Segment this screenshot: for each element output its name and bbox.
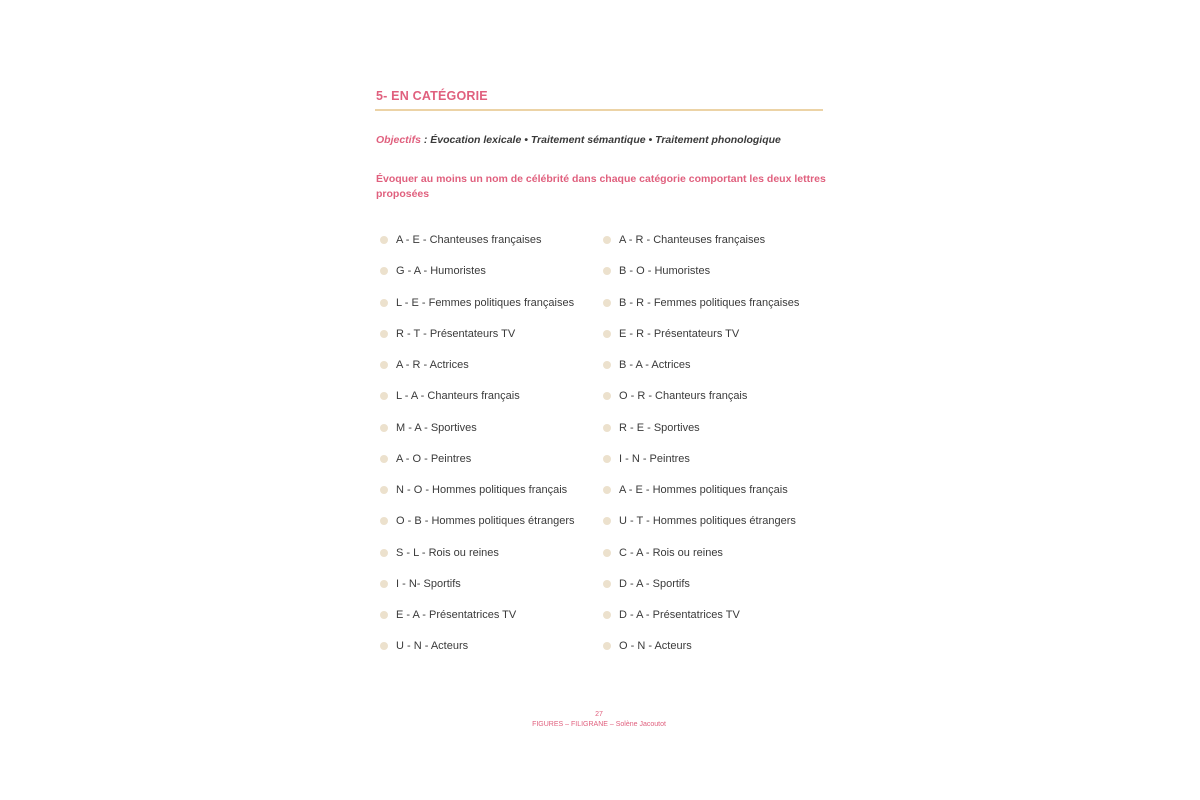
bullet-icon xyxy=(380,486,388,494)
bullet-icon xyxy=(380,361,388,369)
objectives-label: Objectifs xyxy=(376,134,421,146)
list-item xyxy=(603,358,799,389)
bullet-icon xyxy=(603,611,611,619)
bullet-icon xyxy=(603,330,611,338)
section-title: 5- EN CATÉGORIE xyxy=(376,89,488,103)
list-item-text: A - E - Chanteuses françaises xyxy=(396,234,542,246)
list-item-text: G - A - Humoristes xyxy=(396,265,486,278)
bullet-icon xyxy=(380,392,388,400)
list-item-text: O - R - Chanteurs français xyxy=(619,390,748,403)
instruction-text: Évoquer au moins un nom de célébrité dans chaque catégorie comportant les deux lettres proposées xyxy=(376,173,826,200)
list-item xyxy=(603,264,799,295)
page-number: 27 xyxy=(595,711,603,718)
list-item-text: A - O - Peintres xyxy=(396,452,472,465)
list-item-text: E - R - Présentateurs TV xyxy=(619,327,740,340)
bullet-icon xyxy=(603,361,611,369)
list-item-text: A - R - Chanteuses françaises xyxy=(619,234,766,246)
list-item xyxy=(380,421,575,452)
list-item-text: U - T - Hommes politiques étrangers xyxy=(619,515,796,528)
bullet-icon xyxy=(603,236,611,244)
bullet-icon xyxy=(380,642,388,650)
objectives-text: : Évocation lexicale • Traitement sémantique • Traitement phonologique xyxy=(420,134,781,146)
list-item xyxy=(380,233,575,264)
list-item xyxy=(380,327,575,358)
list-item xyxy=(380,452,575,483)
bullet-icon xyxy=(603,517,611,525)
list-item xyxy=(380,639,575,670)
bullet-icon xyxy=(380,267,388,275)
category-list-right xyxy=(603,233,799,671)
objectives-line xyxy=(376,134,781,146)
bullet-icon xyxy=(380,580,388,588)
list-item xyxy=(380,389,575,420)
list-item-text: B - A - Actrices xyxy=(619,359,691,371)
bullet-icon xyxy=(603,642,611,650)
list-item xyxy=(603,389,799,420)
bullet-icon xyxy=(380,517,388,525)
list-item xyxy=(603,452,799,483)
list-item-text: L - E - Femmes politiques françaises xyxy=(396,296,575,309)
list-item xyxy=(380,296,575,327)
bullet-icon xyxy=(603,549,611,557)
list-item xyxy=(603,296,799,327)
list-item xyxy=(603,577,799,608)
list-item xyxy=(603,608,799,639)
page-footer xyxy=(0,710,1198,730)
list-item-text: D - A - Sportifs xyxy=(619,577,690,590)
list-item-text: O - B - Hommes politiques étrangers xyxy=(396,515,575,528)
list-item xyxy=(380,358,575,389)
bullet-icon xyxy=(380,424,388,432)
list-item-text: D - A - Présentatrices TV xyxy=(619,609,740,621)
bullet-icon xyxy=(380,549,388,557)
list-item-text: B - R - Femmes politiques françaises xyxy=(619,296,800,309)
list-item-text: C - A - Rois ou reines xyxy=(619,546,723,559)
list-item xyxy=(603,514,799,545)
list-item xyxy=(603,639,799,670)
list-item-text: B - O - Humoristes xyxy=(619,265,711,278)
list-item-text: A - E - Hommes politiques français xyxy=(619,484,788,496)
bullet-icon xyxy=(380,330,388,338)
bullet-icon xyxy=(603,580,611,588)
bullet-icon xyxy=(380,611,388,619)
list-item-text: S - L - Rois ou reines xyxy=(396,546,499,559)
bullet-icon xyxy=(603,424,611,432)
list-item-text: I - N- Sportifs xyxy=(396,577,461,590)
bullet-icon xyxy=(603,299,611,307)
list-item xyxy=(603,546,799,577)
bullet-icon xyxy=(603,392,611,400)
list-item xyxy=(380,264,575,295)
bullet-icon xyxy=(380,236,388,244)
list-item-text: R - T - Présentateurs TV xyxy=(396,327,516,340)
list-item-text: I - N - Peintres xyxy=(619,452,690,465)
list-item-text: U - N - Acteurs xyxy=(396,640,469,653)
list-item-text: M - A - Sportives xyxy=(396,421,477,434)
list-item-text: E - A - Présentatrices TV xyxy=(396,609,517,621)
list-item-text: O - N - Acteurs xyxy=(619,640,692,653)
list-item-text: R - E - Sportives xyxy=(619,421,700,434)
list-item xyxy=(603,483,799,514)
list-item xyxy=(380,608,575,639)
footer-credit: FIGURES – FILIGRANE – Solène Jacoutot xyxy=(532,721,666,728)
list-item xyxy=(603,327,799,358)
list-item xyxy=(380,483,575,514)
list-item-text: L - A - Chanteurs français xyxy=(396,390,520,403)
bullet-icon xyxy=(380,455,388,463)
bullet-icon xyxy=(603,486,611,494)
list-item xyxy=(603,233,799,264)
list-item xyxy=(380,546,575,577)
bullet-icon xyxy=(603,455,611,463)
title-divider xyxy=(375,109,823,111)
list-item xyxy=(380,514,575,545)
category-list-left xyxy=(380,233,575,671)
list-item xyxy=(380,577,575,608)
list-item xyxy=(603,421,799,452)
bullet-icon xyxy=(603,267,611,275)
list-item-text: N - O - Hommes politiques français xyxy=(396,484,568,496)
list-item-text: A - R - Actrices xyxy=(396,359,469,371)
bullet-icon xyxy=(380,299,388,307)
